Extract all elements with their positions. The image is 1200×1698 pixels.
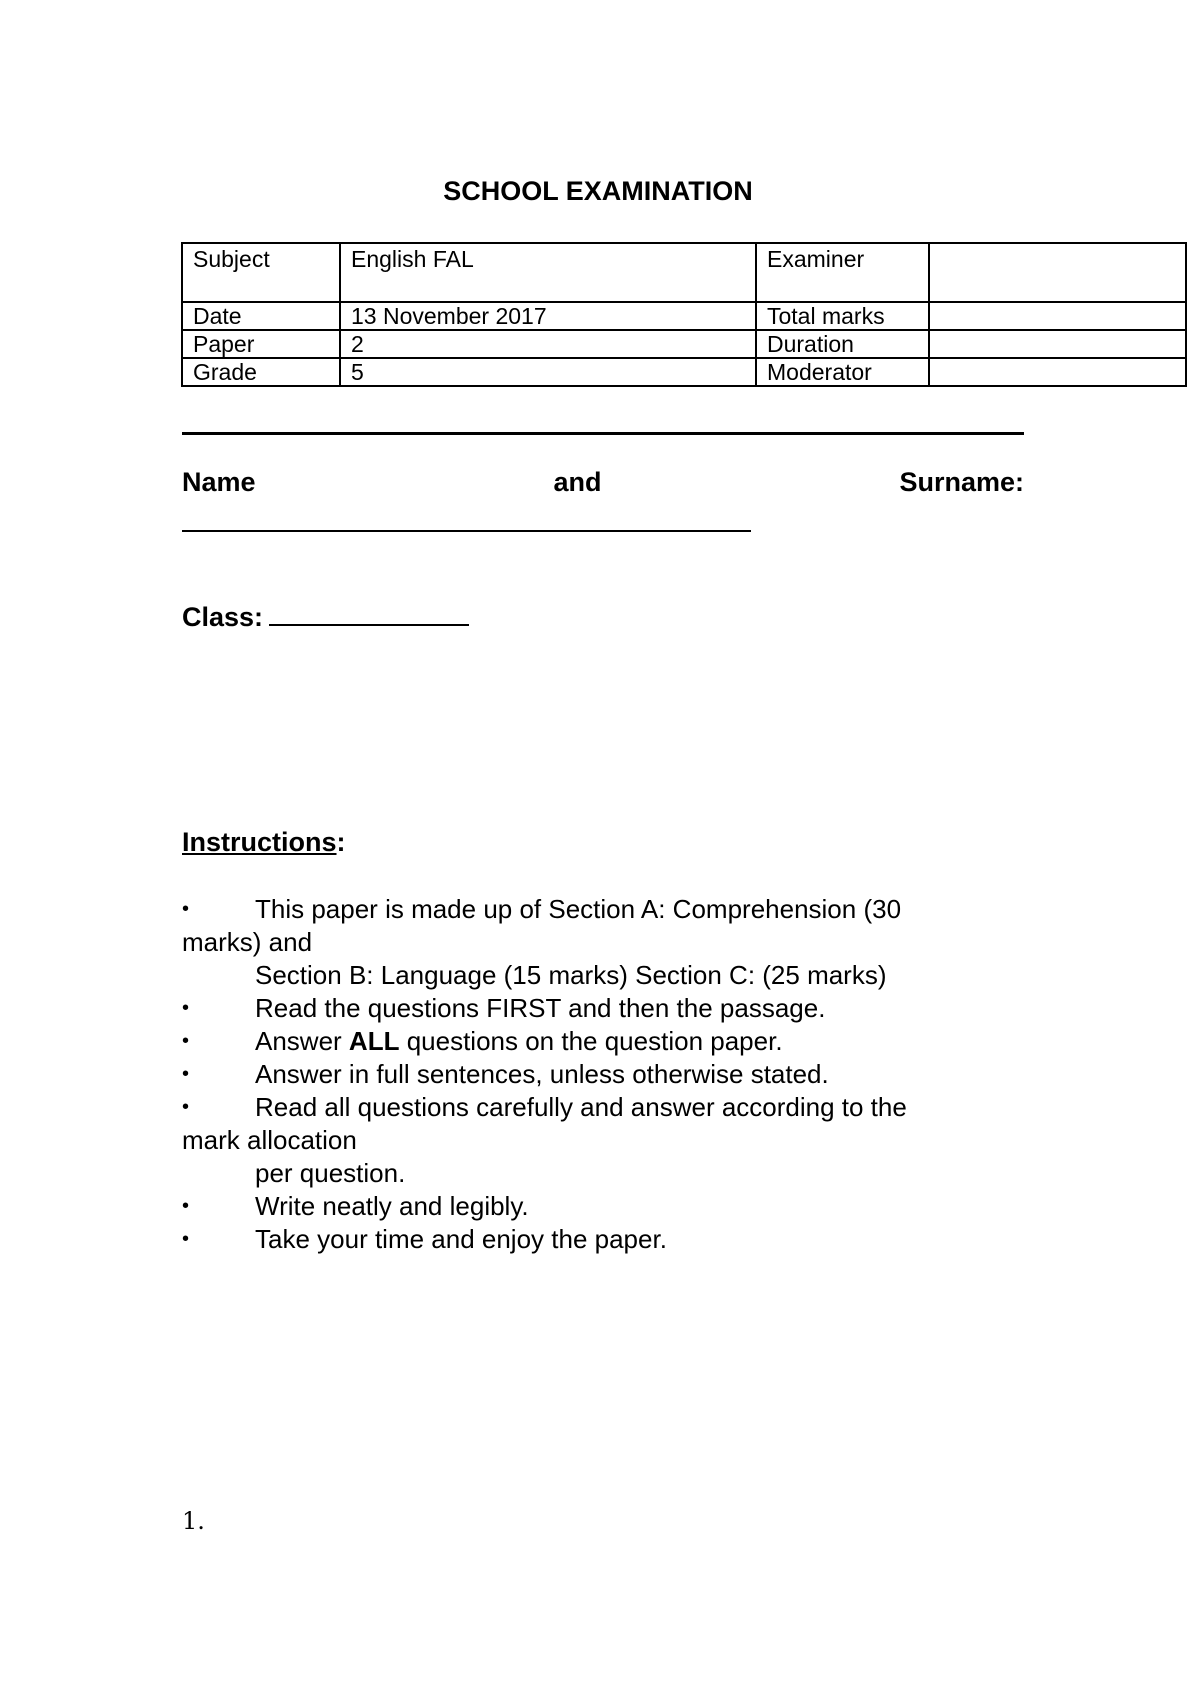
bullet-icon: •: [182, 1030, 190, 1052]
cell-label: Date: [182, 302, 340, 330]
table-row: [182, 358, 1186, 386]
cell-label: Examiner: [756, 243, 929, 302]
cell-label: Subject: [182, 243, 340, 302]
class-label: Class:: [182, 602, 264, 632]
instructions-heading: Instructions:: [182, 827, 346, 857]
list-item: • Answer ALL questions on the question paper.: [182, 1026, 783, 1056]
bullet-icon: •: [182, 1063, 190, 1085]
cell-value: 2: [340, 330, 756, 358]
page-title: SCHOOL EXAMINATION: [443, 176, 753, 206]
cell-value: [929, 243, 1186, 302]
name-label: Name: [182, 467, 256, 497]
cell-value: [929, 330, 1186, 358]
cell-label: Grade: [182, 358, 340, 386]
bullet-icon: •: [182, 997, 190, 1019]
list-item: • This paper is made up of Section A: Comprehension (30 marks) and Section B: Language (15 marks) Section C: (25 marks): [182, 894, 902, 990]
name-answer-line[interactable]: [182, 530, 751, 532]
table-row: [182, 302, 1186, 330]
exam-info-table: [181, 242, 1187, 387]
page-number: 1.: [182, 1507, 205, 1535]
class-field: [182, 600, 469, 633]
list-item: • Read the questions FIRST and then the passage.: [182, 993, 826, 1023]
bullet-icon: •: [182, 1228, 190, 1250]
list-item: • Read all questions carefully and answer according to the mark allocation per question.: [182, 1092, 907, 1188]
class-answer-line[interactable]: [269, 600, 469, 626]
name-surname-field: [182, 467, 1024, 498]
table-row: [182, 243, 1186, 302]
instructions-list: [182, 893, 1002, 1256]
cell-value: 5: [340, 358, 756, 386]
surname-label: Surname:: [899, 467, 1024, 497]
cell-value: [929, 358, 1186, 386]
horizontal-rule: [182, 432, 1024, 435]
list-item: • Take your time and enjoy the paper.: [182, 1224, 667, 1254]
list-item: • Answer in full sentences, unless otherwise stated.: [182, 1059, 829, 1089]
cell-label: Duration: [756, 330, 929, 358]
cell-label: Moderator: [756, 358, 929, 386]
bullet-icon: •: [182, 898, 190, 920]
and-label: and: [553, 467, 602, 497]
cell-label: Total marks: [756, 302, 929, 330]
bullet-icon: •: [182, 1096, 190, 1118]
cell-value: 13 November 2017: [340, 302, 756, 330]
cell-value: English FAL: [340, 243, 756, 302]
bullet-icon: •: [182, 1195, 190, 1217]
cell-label: Paper: [182, 330, 340, 358]
list-item: • Write neatly and legibly.: [182, 1191, 529, 1221]
cell-value: [929, 302, 1186, 330]
table-row: [182, 330, 1186, 358]
